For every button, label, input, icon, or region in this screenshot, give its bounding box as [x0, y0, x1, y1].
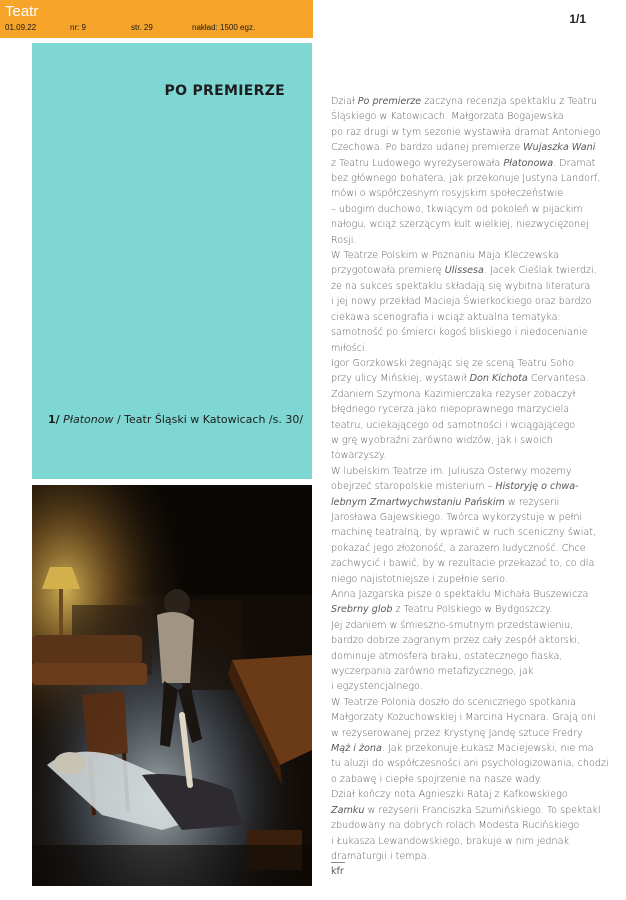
article-text: samotność po śmierci kogoś bliskiego i niedocenianie	[331, 327, 588, 339]
article-text: zachwycić i bawić, by w rezultacie przekazać to, co dla	[331, 558, 595, 570]
article-text: w reżyserii Franciszka Szumińskiego. To spektakl	[364, 804, 601, 816]
article-text: zbudowany na dobrych rolach Modesta Rucińskiego	[331, 820, 580, 832]
section-entry	[48, 413, 303, 426]
article-text: towarzyszy.	[331, 450, 387, 462]
section-title: PO PREMIERZE	[164, 83, 285, 99]
article-line	[331, 633, 623, 648]
article-line	[331, 787, 623, 802]
article-line	[331, 433, 623, 448]
article-line	[331, 186, 623, 201]
article-line	[331, 556, 623, 571]
article-line	[331, 834, 623, 849]
article-title-ref: lebnym Zmartwychwstaniu Pańskim	[331, 496, 505, 508]
article-line	[331, 402, 623, 417]
article-line	[331, 772, 623, 787]
article-line	[331, 541, 623, 556]
article-text: przygotowała premierę	[331, 265, 445, 277]
article-text: Jej zdaniem w śmieszno-smutnym przedstawieniu,	[331, 619, 574, 631]
article-text: przy ulicy Mińskiej, wystawił	[331, 373, 470, 385]
article-line	[331, 695, 623, 710]
article-line	[331, 387, 623, 402]
page-number: str. 29	[131, 23, 153, 32]
article-line	[331, 741, 623, 756]
article-text: . Jacek Cieślak twierdzi,	[483, 265, 597, 277]
article-text: Czechowa. Po bardzo udanej premierze	[331, 142, 524, 154]
article-text: Rosji.	[331, 234, 357, 246]
article-line	[331, 679, 623, 694]
article-text: dramaturgii i tempa.	[331, 850, 430, 862]
article-line	[331, 525, 623, 540]
article-line	[331, 664, 623, 679]
article-text: Igor Gorzkowski żegnając się ze sceną Teatru Soho	[331, 357, 574, 369]
entry-play-title: Płatonow	[63, 413, 114, 426]
article-line	[331, 217, 623, 232]
article-line	[331, 510, 623, 525]
article-text: z Teatru Polskiego w Bydgoszczy.	[392, 604, 553, 616]
article-title-ref: Wujaszka Wani	[523, 142, 596, 154]
article-line	[331, 233, 623, 248]
article-line	[331, 572, 623, 587]
article-line	[331, 756, 623, 771]
page-count: 1/1	[569, 12, 586, 26]
article-text: mówi o współczesnym rosyjskim społeczeństwie	[331, 188, 564, 200]
article-text: w reżyserii	[504, 496, 560, 508]
article-text: . Jak przekonuje Łukasz Maciejewski, nie ma	[381, 743, 594, 755]
article-text: obejrzeć staropolskie misterium –	[331, 481, 496, 493]
article-line	[331, 341, 623, 356]
article-line	[331, 171, 623, 186]
article-line	[331, 263, 623, 278]
article-line	[331, 849, 623, 864]
publication-title: Teatr	[5, 3, 39, 20]
circulation: nakład: 1500 egz.	[192, 23, 256, 32]
article-line	[331, 602, 623, 617]
article-text: błędnego rycerza jako niepoprawnego marzyciela	[331, 404, 570, 416]
article-line	[331, 726, 623, 741]
article-line	[331, 710, 623, 725]
article-text: pokazać jego złożoność, a zarazem ludyczność. Chce	[331, 542, 586, 554]
article-text: teatru, uciekającego od samotności i wciągającego	[331, 419, 576, 431]
article-text: z Teatru Ludowego wyreżyserowała	[331, 157, 504, 169]
article-text: wyczerpania zarówno metafizycznego, jak	[331, 666, 534, 678]
article-text: Dział	[331, 96, 358, 107]
article-line	[331, 140, 623, 155]
article-line	[331, 310, 623, 325]
article-text: Małgorzaty Kożuchowskiej i Marcina Hycnara. Grają oni	[331, 712, 596, 724]
article-line	[331, 418, 623, 433]
article-text: machinę teatralną, by wprawić w ruch sceniczny świat,	[331, 527, 597, 539]
article-title-ref: Historyję o chwa-	[495, 481, 579, 493]
issue-number: nr: 9	[70, 23, 87, 32]
article-text: o zabawę i ciepłe spojrzenie na nasze wady.	[331, 773, 543, 785]
issue-date: 01.09.22	[5, 23, 37, 32]
article-text: W Teatrze Polonia doszło do scenicznego spotkania	[331, 696, 576, 708]
entry-venue: Teatr Śląski w Katowicach /s. 30/	[124, 413, 304, 426]
article-text: bardzo dobrze zagranym przez cały zespół aktorski,	[331, 635, 581, 647]
author-signature: kfr	[331, 866, 344, 877]
article-text: Anna Jazgarska pisze o spektaklu Michała Buszewicza	[331, 589, 589, 600]
article-line	[331, 202, 623, 217]
article-text: nałogu, wciąż szerzącym kult wielkiej, niezwyciężonej	[331, 219, 589, 231]
article-text: w grę wyobraźni zarówno widzów, jak i swoich	[331, 434, 553, 446]
article-line	[331, 803, 623, 818]
section-box	[32, 43, 312, 479]
entry-number: 1/	[48, 413, 60, 426]
article-title-ref: Po premierze	[357, 96, 422, 107]
article-text: Cervantesa.	[527, 373, 589, 385]
article-title-ref: Ulissesa	[444, 265, 484, 277]
article-text: i Łukasza Lewandowskiego, brakuje w nim jednak	[331, 835, 570, 847]
article-text: . Dramat	[553, 157, 596, 169]
article-line	[331, 156, 623, 171]
article-text: miłości.	[331, 342, 368, 354]
article-title-ref: Don Kichota	[469, 373, 528, 385]
article-text: i egzystencjalnego.	[331, 681, 423, 693]
article-line	[331, 495, 623, 510]
article-text: zaczyna recenzja spektaklu z Teatru	[421, 96, 598, 107]
publication-header	[0, 0, 313, 38]
article-line	[331, 371, 623, 386]
article-title-ref: Zamku	[331, 804, 365, 816]
article-text: niego najistotniejsze i zupełnie serio.	[331, 573, 508, 585]
article-text: Zdaniem Szymona Kazimierczaka reżyser zobaczył	[331, 388, 576, 400]
article-line	[331, 325, 623, 340]
entry-separator: /	[113, 413, 125, 426]
article-title-ref: Mąż i żona	[331, 743, 382, 755]
article-line	[331, 294, 623, 309]
stage-photo	[32, 485, 312, 886]
article-line	[331, 479, 623, 494]
article-text: po raz drugi w tym sezonie wystawiła dramat Antoniego	[331, 126, 601, 138]
article-text: bez głównego bohatera, jak przekonuje Justyna Landorf,	[331, 173, 601, 185]
article-line	[331, 649, 623, 664]
article-line	[331, 618, 623, 633]
article-text: W lubelskim Teatrze im. Juliusza Osterwy możemy	[331, 465, 572, 477]
article-line	[331, 448, 623, 463]
article-text: że na sukces spektaklu składają się wybitna literatura	[331, 280, 591, 292]
signature-rule	[331, 862, 345, 863]
article-text: i jej nowy przekład Macieja Świerkockiego oraz bardzo	[331, 296, 592, 308]
article-line	[331, 248, 623, 263]
article-text: W Teatrze Polskim w Poznaniu Maja Kleczewska	[331, 250, 559, 262]
article-line	[331, 109, 623, 124]
article-line	[331, 94, 623, 109]
article-title-ref: Srebrny glob	[331, 604, 393, 616]
article-line	[331, 279, 623, 294]
article-text: Jarosława Gajewskiego. Twórca wykorzystuje w pełni	[331, 511, 583, 523]
article-text: dominuje atmosfera braku, ostatecznego fiaska,	[331, 650, 563, 662]
article-line	[331, 356, 623, 371]
article-text: – ubogim duchowo, tkwiącym od pokoleń w pijackim	[331, 203, 583, 215]
article-text: Dział kończy nota Agnieszki Rataj z Kafkowskiego	[331, 789, 568, 801]
article-text: w reżyserowanej przez Krystynę Jandę sztuce Fredry	[331, 727, 583, 739]
article-text: tu aluzji do współczesności ani psychologizowania, chodzi	[331, 758, 609, 770]
article-title-ref: Płatonowa	[503, 157, 554, 169]
article-text: ciekawa scenografia i wciąż aktualna tematyka:	[331, 311, 561, 323]
article-line	[331, 818, 623, 833]
article-line	[331, 464, 623, 479]
article-text: Śląskiego w Katowicach. Małgorzata Bogajewska	[331, 111, 564, 123]
stage-photo-illustration	[32, 485, 312, 886]
article-line	[331, 587, 623, 602]
article-body	[331, 94, 623, 864]
article-line	[331, 125, 623, 140]
